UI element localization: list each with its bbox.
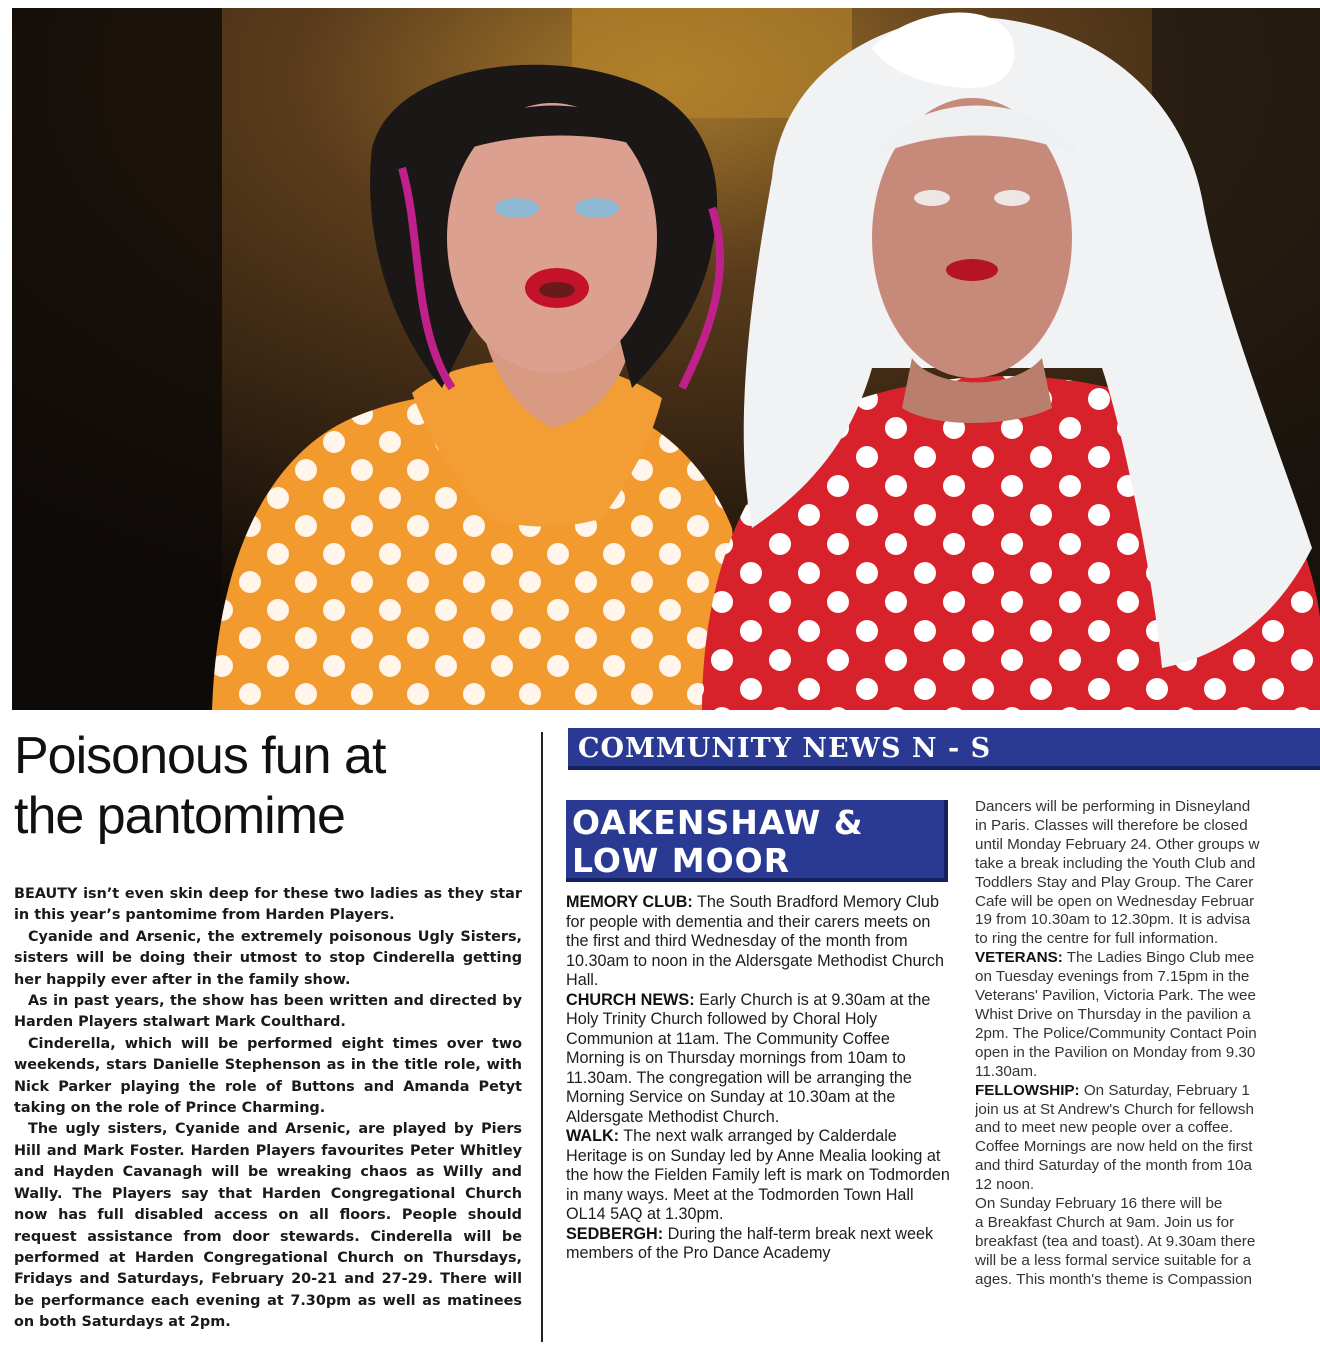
fellowship-label: FELLOWSHIP:: [975, 1081, 1080, 1099]
text-line: until Monday February 24. Other groups w: [975, 835, 1260, 853]
text-line: Whist Drive on Thursday in the pavilion a: [975, 1005, 1251, 1023]
area-heading-line-2: LOW MOOR: [572, 841, 791, 880]
article-paragraph: The ugly sisters, Cyanide and Arsenic, are played by Piers Hill and Mark Foster. Harden Players favourites Peter Whitley and Hayden Cavanagh will be wreaking chaos as Willy and Wally. The Players say that Harden Congregational Church now has full disabled access on all floors. People should request assistance from door stewards. Cinderella will be performed at Harden Congregational Church on Thursdays, Fridays and Saturdays, February 20-21 and 27-29. There will be performance each evening at 7.30pm as well as matinees on both Saturdays at 2pm.: [14, 1121, 522, 1331]
text-line: and to meet new people over a coffee.: [975, 1119, 1234, 1137]
news-item-memory-club: MEMORY CLUB: The South Bradford Memory Club for people with dementia and their carers meets on the first and third Wednesday of the month from 10.30am to noon in the Aldersgate Methodist Church Hall.: [566, 893, 944, 989]
text-line: will be a less formal service suitable for a: [975, 1251, 1252, 1269]
news-item-sedbergh: SEDBERGH: During the half-term break next week members of the Pro Dance Academy: [566, 1224, 934, 1262]
news-item-church-news: CHURCH NEWS: Early Church is at 9.30am at the Holy Trinity Church followed by Choral Holy Communion at 11am. The Community Coffee Morning is on Thursday mornings from 10am to 11.30am. The congregation will be arranging the Morning Service on Sunday at 10.30am at the Aldersgate Methodist Church.: [566, 990, 931, 1126]
text-line: to ring the centre for full information.: [975, 930, 1219, 948]
text-line: FELLOWSHIP: On Saturday, February 1: [975, 1081, 1250, 1099]
article-headline: [14, 726, 514, 846]
text-line: on Tuesday evenings from 7.15pm in the: [975, 968, 1250, 986]
text-line: ages. This month's theme is Compassion: [975, 1270, 1252, 1288]
article-paragraph: Cinderella, which will be performed eight times over two weekends, stars Danielle Stephenson as in the title role, with Nick Parker playing the role of Buttons and Amanda Petyt taking on the role of Prince Charming.: [14, 1035, 522, 1117]
text-line: breakfast (tea and toast). At 9.30am there: [975, 1232, 1256, 1250]
photo-illustration: [12, 8, 1320, 710]
headline-line-2: the pantomime: [14, 787, 345, 845]
article-paragraph: As in past years, the show has been written and directed by Harden Players stalwart Mark Coulthard.: [14, 993, 522, 1031]
column-divider: [541, 732, 543, 1342]
text-line: 2pm. The Police/Community Contact Poin: [975, 1024, 1257, 1042]
headline-line-1: Poisonous fun at: [14, 727, 386, 785]
text-line: open in the Pavilion on Monday from 9.30: [975, 1043, 1256, 1061]
text-line: Veterans' Pavilion, Victoria Park. The wee: [975, 987, 1256, 1005]
veterans-label: VETERANS:: [975, 949, 1063, 967]
area-heading: [566, 800, 948, 882]
article-paragraph: Cyanide and Arsenic, the extremely poisonous Ugly Sisters, sisters will be doing their utmost to stop Cinderella getting her happily ever after in the family show.: [14, 928, 522, 988]
text-line: VETERANS: The Ladies Bingo Club mee: [975, 949, 1255, 967]
text-line: Cafe will be open on Wednesday Februar: [975, 892, 1255, 910]
community-news-banner: COMMUNITY NEWS N - S: [568, 728, 1320, 770]
community-column-right: [975, 798, 1320, 1290]
news-item-walk: WALK: The next walk arranged by Calderdale Heritage is on Sunday led by Anne Mealia looking at the how the Fielden Family left is mark on Todmorden in many ways. Meet at the Todmorden Town Hall OL14 5AQ at 1.30pm.: [566, 1127, 950, 1223]
text-line: 12 noon.: [975, 1176, 1035, 1194]
text-line: 11.30am.: [975, 1062, 1038, 1080]
text-line: Toddlers Stay and Play Group. The Carer: [975, 873, 1254, 891]
text-line: Coffee Mornings are now held on the first: [975, 1138, 1253, 1156]
article-paragraph: BEAUTY isn’t even skin deep for these two ladies as they star in this year’s pantomime from Harden Players.: [14, 886, 522, 924]
community-column-middle: [566, 893, 950, 1264]
pantomime-photo: [12, 8, 1320, 710]
text-line: and third Saturday of the month from 10a: [975, 1157, 1252, 1175]
area-heading-line-1: OAKENSHAW &: [572, 803, 864, 842]
text-line: join us at St Andrew's Church for fellowsh: [975, 1100, 1254, 1118]
text-line: Dancers will be performing in Disneyland: [975, 798, 1251, 815]
text-line: in Paris. Classes will therefore be closed: [975, 816, 1248, 834]
text-line: a Breakfast Church at 9am. Join us for: [975, 1213, 1235, 1231]
text-line: take a break including the Youth Club and: [975, 854, 1256, 872]
text-line: 19 from 10.30am to 12.30pm. It is advisa: [975, 911, 1251, 929]
article-body: [14, 884, 522, 1334]
text-line: On Sunday February 16 there will be: [975, 1195, 1223, 1213]
